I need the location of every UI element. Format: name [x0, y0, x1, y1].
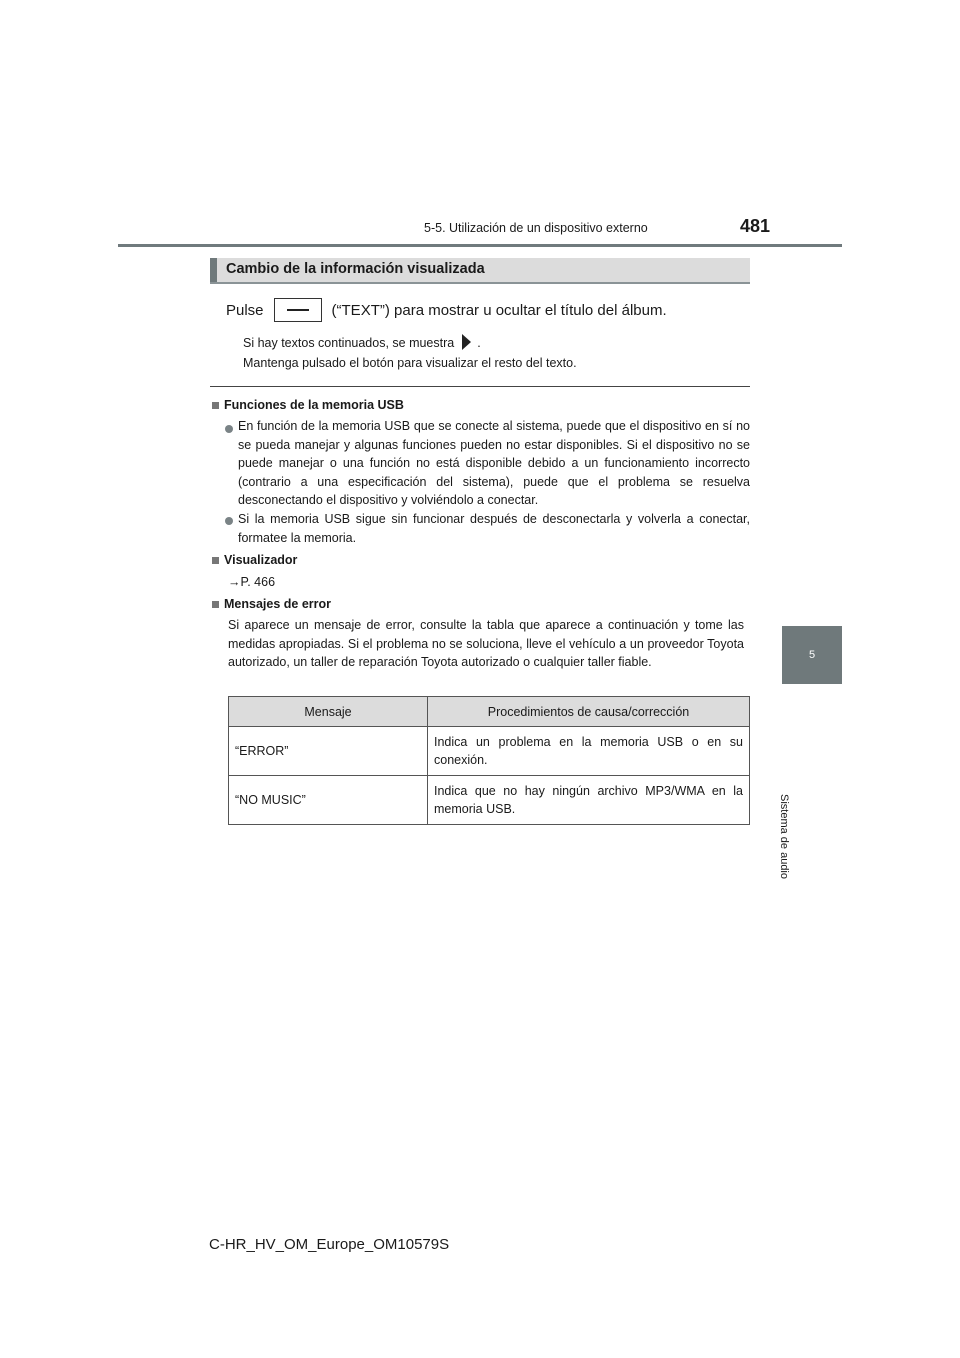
- table-row: [229, 727, 750, 776]
- display-page-ref[interactable]: →P. 466: [228, 575, 276, 589]
- display-heading: [212, 553, 297, 567]
- note-hold-button: Mantenga pulsado el botón para visualizar el resto del texto.: [243, 356, 577, 370]
- table-header: Procedimientos de causa/corrección: [428, 697, 750, 727]
- chapter-side-label: Sistema de audio: [778, 794, 790, 879]
- table-cell-procedure: Indica un problema en la memoria USB o en su conexión.: [428, 727, 750, 776]
- display-heading-text: Visualizador: [224, 553, 298, 567]
- table-cell-message: “NO MUSIC”: [229, 776, 428, 825]
- text-key-icon: [274, 298, 322, 322]
- table-header: Mensaje: [229, 697, 428, 727]
- errors-heading: [212, 597, 331, 611]
- square-bullet-icon: [212, 557, 219, 564]
- usb-heading: [212, 398, 404, 412]
- error-messages-table: [228, 696, 750, 825]
- bullet-dot-icon: [225, 517, 233, 525]
- section-title: Cambio de la información visualizada: [226, 261, 485, 277]
- section-accent: [210, 258, 217, 282]
- usb-heading-text: Funciones de la memoria USB: [224, 398, 404, 412]
- section-title-bar: [210, 258, 750, 284]
- square-bullet-icon: [212, 402, 219, 409]
- pulse-text-before: Pulse: [226, 301, 264, 319]
- note-continued-text: [243, 334, 481, 350]
- usb-bullet-1: En función de la memoria USB que se conecte al sistema, puede que el dispositivo en sí no se pueda manejar y algunas funciones pueden no estar disponibles. Si el dispositivo no se puede manejar o una función no está disponible debido a un funcionamiento incorrecto (contrario a una especificación del sistema), puede que el problema se resuelva desconectando el dispositivo y volviéndolo a conectar.: [238, 419, 750, 507]
- pulse-text-after: (“TEXT”) para mostrar u ocultar el título del álbum.: [331, 301, 667, 319]
- table-cell-procedure: Indica que no hay ningún archivo MP3/WMA en la memoria USB.: [428, 776, 750, 825]
- square-bullet-icon: [212, 601, 219, 608]
- bullet-dot-icon: [225, 425, 233, 433]
- running-header: 5-5. Utilización de un dispositivo externo: [424, 221, 648, 235]
- note1-before: Si hay textos continuados, se muestra: [243, 336, 455, 350]
- chapter-tab: 5: [782, 626, 842, 684]
- table-row: [229, 776, 750, 825]
- document-footer: C-HR_HV_OM_Europe_OM10579S: [209, 1236, 450, 1253]
- errors-body: Si aparece un mensaje de error, consulte la tabla que aparece a continuación y tome las medidas apropiadas. Si el problema no se soluciona, lleve el vehículo a un proveedor Toyota autorizado, un taller de reparación Toyota autorizado o cualquier taller fiable.: [228, 618, 744, 669]
- arrow-right-icon: [462, 334, 471, 350]
- usb-bullet-2: Si la memoria USB sigue sin funcionar después de desconectarla y volverla a conectar, formatee la memoria.: [238, 512, 750, 545]
- page-number: 481: [740, 216, 771, 236]
- table-cell-message: “ERROR”: [229, 727, 428, 776]
- table-header-row: [229, 697, 750, 727]
- section-divider: [210, 386, 750, 387]
- note1-after: .: [477, 336, 481, 350]
- pulse-instruction: [226, 298, 667, 322]
- errors-heading-text: Mensajes de error: [224, 597, 331, 611]
- header-rule: [118, 244, 842, 247]
